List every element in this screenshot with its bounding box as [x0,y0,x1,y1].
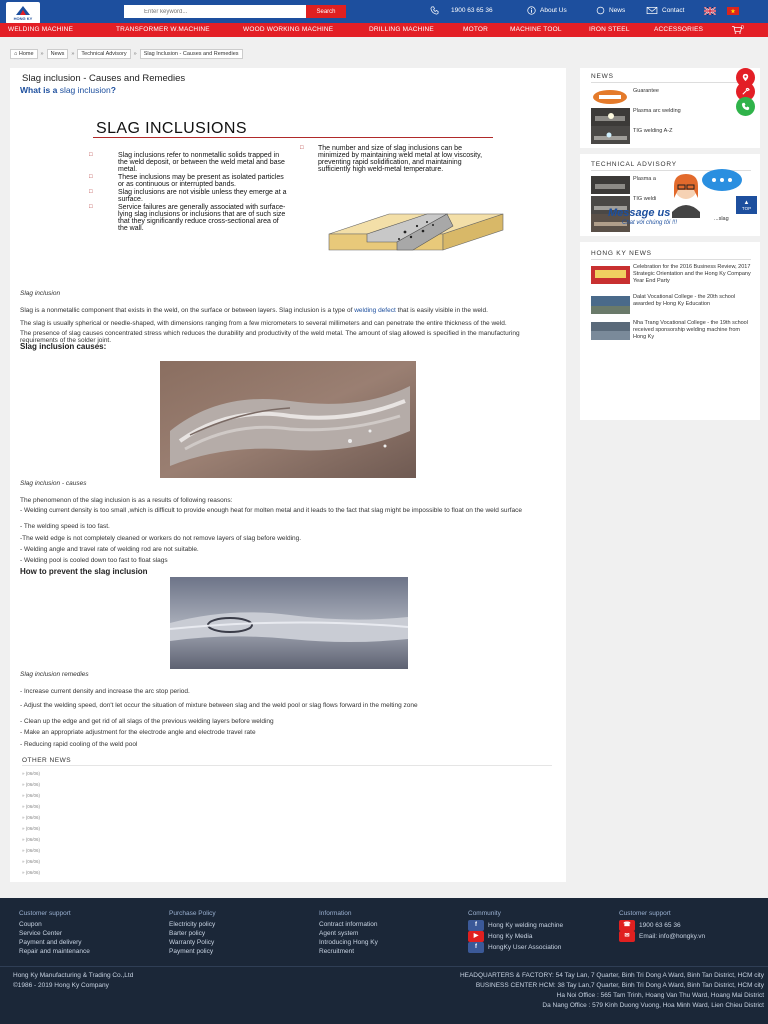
sidebar-technical-item[interactable]: Plasma a [633,176,656,182]
other-news-item[interactable]: » (06/06) [22,804,41,809]
footer-phone-number: 1900 63 65 36 [639,922,681,929]
footer-link[interactable]: Introducing Hong Ky [319,939,378,946]
nav-machine-tool[interactable]: MACHINE TOOL [510,26,562,33]
sidebar-news-item[interactable]: TIG welding A-Z [633,128,673,134]
nav-accessories[interactable]: ACCESSORIES [654,26,704,33]
weld-diagram-illustration [327,204,507,264]
nav-wood-working-machine[interactable]: WOOD WORKING MACHINE [243,26,334,33]
top-label: TOP [741,205,752,211]
news-date: (06/06) [25,771,41,776]
call-float-button[interactable] [736,97,755,116]
footer-copyright: ©1986 - 2019 Hong Ky Company [13,982,109,989]
search-input[interactable] [124,5,306,18]
footer-link[interactable]: Repair and maintenance [19,948,90,955]
facebook-label: Hong Ky welding machine [488,922,564,929]
breadcrumb-separator: » [71,51,75,57]
breadcrumb-technical-advisory[interactable]: Technical Advisory [77,49,130,59]
heading-prevent: How to prevent the slag inclusion [20,567,148,576]
definition-text: Slag is a nonmetallic component that exists in the weld, on the surface or between layers. Slag inclusion is a type of [20,307,355,314]
home-icon: ⌂ [14,51,19,57]
sidebar-technical-item[interactable]: ...slag [714,216,729,222]
cart-count: 0 [741,25,744,31]
remedy-item: - Reducing rapid cooling of the weld pool [20,741,138,748]
slide-bullet: □ Service failures are generally associated with surface-lying slag inclusions or inclusions that are of such size that they significantly reduce cross-sectional area of the wall. [89,204,289,232]
party-thumbnail[interactable] [591,266,630,284]
wrench-icon [741,87,750,96]
chevron-up-icon: ▲ [743,199,750,206]
chat-subtitle[interactable]: Chat với chúng tôi !!! [622,220,677,226]
footer-heading: Customer support [19,910,71,917]
footer [0,898,768,1024]
news-date: (06/06) [25,815,41,820]
news-link[interactable] [596,6,625,15]
mail-icon [646,6,658,15]
slide-divider [93,137,493,138]
youtube-icon: ▶ [468,931,484,942]
main-nav [0,23,768,37]
other-news-item[interactable]: » (06/06) [22,793,41,798]
chat-title[interactable]: Message us [608,207,671,219]
slide-bullet: □ Slag inclusions refer to nonmetallic solids trapped in the weld deposit, or between the weld metal and base metal. [89,152,289,173]
footer-address: Da Nang Office : 579 Kinh Duong Vuong, Hoa Minh Ward, Lien Chieu District [542,1002,764,1009]
cause-item: - The welding speed is too fast. [20,523,110,530]
footer-link[interactable]: Service Center [19,930,62,937]
vn-flag-icon[interactable] [727,7,739,15]
footer-col-community [468,910,563,953]
nav-welding-machine[interactable]: WELDING MACHINE [8,26,74,33]
breadcrumb-home-label: Home [18,51,34,57]
footer-col-information [319,910,378,956]
footer-phone[interactable] [619,920,705,931]
sidebar-hongky-news-box [580,242,760,420]
paragraph-shape: The slag is usually spherical or needle-shaped, with dimensions ranging from a few micrometers to several millimeters and can penetrate the entire thickness of the weld. [20,320,507,327]
footer-link[interactable]: Agent system [319,930,359,937]
other-news-item[interactable]: » (06/06) [22,859,41,864]
news-date: (06/06) [25,870,41,875]
info-icon [527,6,536,15]
sidebar-news-heading: NEWS [591,73,614,80]
youtube-link[interactable] [468,931,563,942]
logo[interactable] [6,2,40,24]
article-subtitle [20,85,116,95]
remedy-item: - Clean up the edge and get rid of all slags of the previous welding layers before welding [20,718,274,725]
caption-slag-causes: Slag inclusion - causes [20,480,87,487]
footer-address: HEADQUARTERS & FACTORY: 54 Tay Lan, 7 Quarter, Binh Tri Dong A Ward, Binh Tan District, HCM city [459,972,764,979]
logo-text: HONG KY [13,16,33,21]
footer-email[interactable] [619,931,705,942]
remedy-item: - Adjust the welding speed, don't let occur the situation of mixture between slag and the weld pool or slag flows forward in the melting zone [20,702,418,709]
logo-mark-icon [15,5,31,16]
other-news-item[interactable]: » (06/06) [22,837,41,842]
news-date: (06/06) [25,848,41,853]
about-text: About Us [540,7,567,14]
top-bar [0,0,768,23]
news-date: (06/06) [25,837,41,842]
user-association-link[interactable] [468,942,563,953]
slag-inclusion-link[interactable]: slag inclusion [59,85,111,95]
mail-icon: ✉ [619,931,635,942]
facebook-icon: f [468,942,484,953]
heading-causes: Slag inclusion causes: [20,342,107,351]
breadcrumb-separator: » [133,51,137,57]
footer-link[interactable]: Electricity policy [169,921,216,928]
news-date: (06/06) [25,826,41,831]
facebook-link[interactable] [468,920,563,931]
association-label: HongKy User Association [488,944,562,951]
breadcrumb-current: Slag Inclusion - Causes and Remedies [140,49,243,59]
definition-text-end: that is easily visible in the weld. [395,307,488,314]
causes-intro: The phenomenon of the slag inclusion is as a results of following reasons: [20,497,233,504]
about-link[interactable] [527,6,567,15]
sidebar-news-item[interactable]: Plasma arc welding [633,108,681,114]
youtube-label: Hong Ky Media [488,933,533,940]
caption-slag-inclusion: Slag inclusion [20,290,61,297]
slag-weld-photo [160,361,416,478]
other-news-item[interactable]: » (06/06) [22,771,41,776]
other-news-divider [22,765,552,766]
slag-inclusions-slide-image [75,97,513,285]
nav-motor[interactable]: MOTOR [463,26,489,33]
hotline-text: 1900 63 65 36 [451,7,493,14]
slide-bullet: □ Slag inclusions are not visible unless they emerge at a surface. [89,189,289,203]
footer-heading: Community [468,910,501,917]
news-date: (06/06) [25,793,41,798]
guarantee-thumbnail[interactable] [591,88,630,106]
weld-remedy-photo [170,577,408,669]
footer-link[interactable]: Coupon [19,921,42,928]
uk-flag-icon[interactable] [704,7,716,15]
subtitle-prefix: What is a [20,85,60,95]
footer-heading: Customer support [619,910,671,917]
phone-icon [741,102,750,111]
cause-item: -The weld edge is not completely cleaned or workers do not remove layers of slag before welding. [20,535,302,542]
news-date: (06/06) [25,804,41,809]
nav-drilling-machine[interactable]: DRILLING MACHINE [369,26,434,33]
breadcrumb-news[interactable]: News [47,49,69,59]
news-date: (06/06) [25,859,41,864]
dalat-college-thumbnail[interactable] [591,296,630,314]
hotline-link[interactable] [430,6,493,15]
search-button[interactable]: Search [306,5,346,18]
nav-transformer-machine[interactable]: TRANSFORMER W.MACHINE [116,26,210,33]
circle-icon [596,6,605,15]
subtitle-suffix: ? [110,85,116,95]
facebook-icon: f [468,920,484,931]
phone-icon [430,6,439,15]
sidebar-news-item[interactable]: Guarantee [633,88,659,94]
slide-bullet: □ These inclusions may be present as isolated particles or as continuous or interrupted bands. [89,174,289,188]
footer-link[interactable]: Payment and delivery [19,939,82,946]
other-news-item[interactable]: » (06/06) [22,870,41,875]
sidebar-hongky-item[interactable]: Dalat Vocational College - the 20th school awarded by Hong Ky Education [633,294,736,307]
footer-divider [0,966,768,967]
footer-link[interactable]: Payment policy [169,948,214,955]
remedy-item: - Increase current density and increase the arc stop period. [20,688,190,695]
news-text: News [609,7,626,14]
sidebar-divider [591,82,751,83]
phone-icon: ☎ [619,920,635,931]
footer-col-policy [169,910,216,956]
footer-address: BUSINESS CENTER HCM: 38 Tay Lan,7 Quarter, Binh Tri Dong A Ward, Binh Tan District, HCM city [475,982,764,989]
sidebar-hongky-item[interactable]: Celebration for the 2016 Business Review, 2017 Strategic Orientation and the Hong Ky Company Year End Party [633,264,751,284]
footer-heading: Purchase Policy [169,910,216,917]
footer-company-name: Hong Ky Manufacturing & Trading Co.,Ltd [13,972,134,979]
footer-link[interactable]: Contract information [319,921,378,928]
tig-welding-thumbnail[interactable] [591,126,630,144]
article-panel [10,68,566,882]
contact-link[interactable] [646,6,684,15]
footer-col-support [19,910,90,956]
slide-right-text: □ The number and size of slag inclusions can be minimized by maintaining weld metal at low viscosity, preventing rapid solidification, and maintaining sufficiently high weld-metal temperature. [300,145,490,173]
other-news-item[interactable]: » (06/06) [22,848,41,853]
footer-link[interactable]: Warranty Policy [169,939,215,946]
footer-link[interactable]: Barter policy [169,930,206,937]
cause-item: - Welding pool is cooled down too fast to float slags [20,557,168,564]
footer-col-contact [619,910,705,942]
map-pin-icon [741,73,750,82]
nhatrang-college-thumbnail[interactable] [591,322,630,340]
sidebar-news-box [580,68,760,148]
other-news-item[interactable]: » (06/06) [22,815,41,820]
page-title: Slag inclusion - Causes and Remedies [22,73,186,84]
slide-title: SLAG INCLUSIONS [96,120,247,137]
sidebar-divider [591,259,751,260]
other-news-item[interactable]: » (06/06) [22,826,41,831]
cause-item: - Welding angle and travel rate of welding rod are not suitable. [20,546,199,553]
contact-text: Contact [662,7,685,14]
paragraph-stress: The presence of slag causes concentrated stress which reduces the durability and productivity of the weld metal. The amount of slag allowed is specified in the manufacturing requirements of the solder joint. [20,330,520,344]
footer-link[interactable]: Recruitment [319,948,355,955]
other-news-heading: OTHER NEWS [22,757,72,764]
caption-slag-remedies: Slag inclusion remedies [20,671,89,678]
remedy-item: - Make an appropriate adjustment for the electrode angle and electrode travel rate [20,729,256,736]
welding-defect-link[interactable]: welding defect [354,307,396,314]
sidebar-technical-item[interactable]: TIG weldi [633,196,657,202]
breadcrumb-home[interactable] [10,49,38,59]
footer-address: Ha Noi Office : 565 Tam Trinh, Hoang Van Thu Ward, Hoang Mai District [556,992,764,999]
sidebar-hongky-item[interactable]: Nha Trang Vocational College - the 19th school received sponsorship welding machine from Hong Ky [633,320,748,340]
breadcrumb-separator: » [40,51,44,57]
footer-heading: Information [319,910,352,917]
breadcrumb [10,49,243,59]
other-news-item[interactable]: » (06/06) [22,782,41,787]
sidebar-hongky-heading: HONG KY NEWS [591,250,652,257]
cause-item: - Welding current density is too small ,which is difficult to provide enough heat for molten metal and it leads to the fact that slag might be impossible to float on the weld surface [20,507,522,514]
slide-bullet-list [89,152,289,233]
footer-email-address: Email: info@hongky.vn [639,933,706,940]
paragraph-definition [20,308,550,315]
news-date: (06/06) [25,782,41,787]
plasma-welding-thumbnail[interactable] [591,108,630,126]
sidebar-technical-heading: TECHNICAL ADVISORY [591,161,677,168]
nav-iron-steel[interactable]: IRON STEEL [589,26,630,33]
